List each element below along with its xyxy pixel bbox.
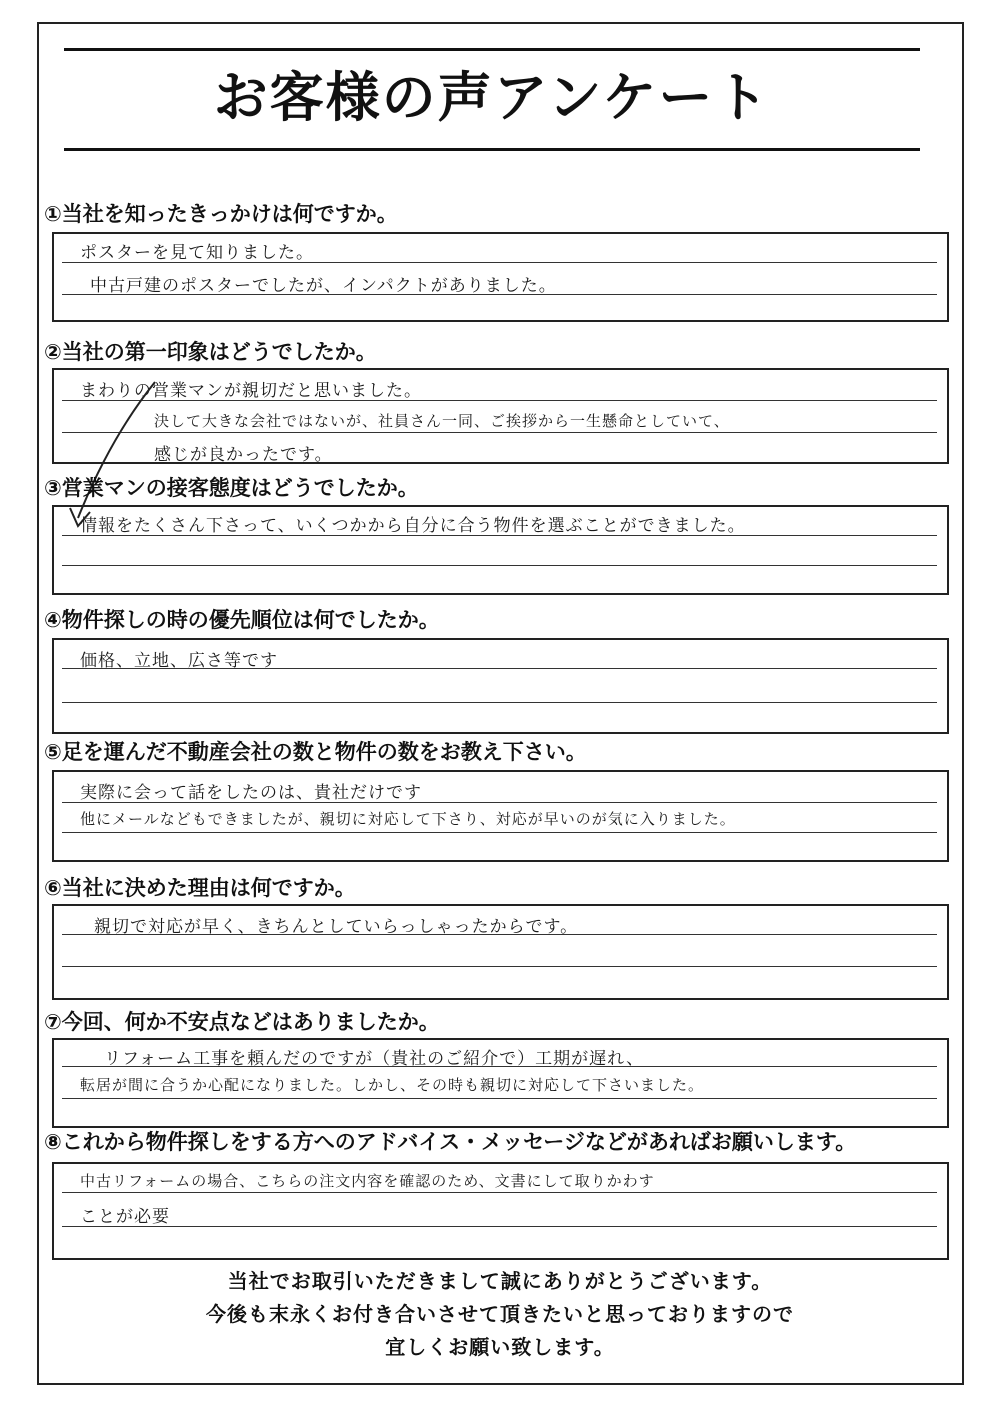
question-8-answer-box [52, 1162, 949, 1260]
question-4-label: ④物件探しの時の優先順位は何でしたか。 [44, 608, 440, 632]
title-block [64, 48, 920, 152]
ruled-line [62, 432, 937, 433]
footer-line-1: 当社でお取引いただきまして誠にありがとうございます。 [227, 1269, 773, 1293]
answer-8-line-2: ことが必要 [80, 1207, 170, 1227]
ruled-line [62, 702, 937, 703]
answer-2-line-2: 決して大きな会社ではないが、社員さん一同、ご挨拶から一生懸命としていて、 [154, 412, 730, 430]
question-3-answer-box [52, 505, 949, 595]
question-5-label: ⑤足を運んだ不動産会社の数と物件の数をお教え下さい。 [44, 740, 587, 764]
answer-5-line-2: 他にメールなどもできましたが、親切に対応して下さり、対応が早いのが気に入りました。 [80, 810, 736, 828]
question-5-answer-box [52, 770, 949, 862]
ruled-line [62, 1226, 937, 1227]
title-bottom-rule [64, 148, 920, 151]
answer-5-line-1: 実際に会って話をしたのは、貴社だけです [80, 783, 422, 803]
answer-7-line-1: リフォーム工事を頼んだのですが（貴社のご紹介で）工期が遅れ、 [104, 1049, 645, 1069]
page-title: お客様の声アンケート [213, 66, 771, 129]
question-7-answer-box [52, 1038, 949, 1128]
question-2-answer-box [52, 368, 949, 464]
ruled-line [62, 832, 937, 833]
answer-7-line-2: 転居が間に合うか心配になりました。しかし、その時も親切に対応して下さいました。 [80, 1076, 705, 1094]
question-6-answer-box [52, 904, 949, 1000]
ruled-line [62, 1192, 937, 1193]
answer-2-line-1: まわりの営業マンが親切だと思いました。 [80, 381, 422, 401]
question-1-answer-box [52, 232, 949, 322]
question-3-label: ③営業マンの接客態度はどうでしたか。 [44, 476, 419, 500]
question-4-answer-box [52, 638, 949, 734]
title-top-rule [64, 48, 920, 51]
answer-1-line-2: 中古戸建のポスターでしたが、インパクトがありました。 [90, 276, 557, 296]
answer-4-line-1: 価格、立地、広さ等です [80, 651, 278, 671]
question-1-label: ①当社を知ったきっかけは何ですか。 [44, 202, 398, 226]
question-7-label: ⑦今回、何か不安点などはありましたか。 [44, 1010, 440, 1034]
question-8-label: ⑧これから物件探しをする方へのアドバイス・メッセージなどがあればお願いします。 [44, 1130, 857, 1154]
answer-6-line-1: 親切で対応が早く、きちんとしていらっしゃったからです。 [94, 917, 579, 937]
answer-2-line-3: 感じが良かったです。 [154, 445, 333, 465]
ruled-line [62, 966, 937, 967]
footer-line-3: 宜しくお願い致します。 [385, 1335, 615, 1359]
ruled-line [62, 1098, 937, 1099]
footer-line-2: 今後も末永くお付き合いさせて頂きたいと思っておりますので [206, 1302, 794, 1326]
question-6-label: ⑥当社に決めた理由は何ですか。 [44, 876, 356, 900]
ruled-line [62, 565, 937, 566]
question-2-label: ②当社の第一印象はどうでしたか。 [44, 340, 377, 364]
answer-1-line-1: ポスターを見て知りました。 [80, 243, 314, 263]
answer-8-line-1: 中古リフォームの場合、こちらの注文内容を確認のため、文書にして取りかわす [80, 1172, 655, 1190]
answer-3-line-1: 情報をたくさん下さって、いくつかから自分に合う物件を選ぶことができました。 [80, 516, 746, 536]
